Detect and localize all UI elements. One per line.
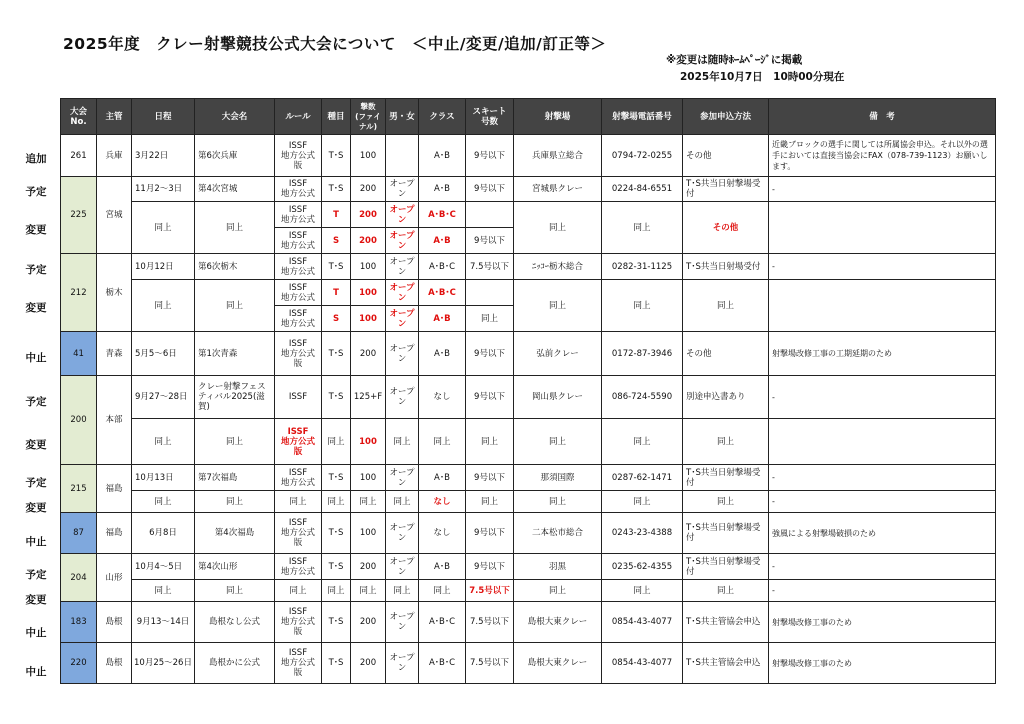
- rule: 同上: [275, 580, 322, 602]
- remarks: -: [769, 177, 996, 202]
- class: A･B: [419, 306, 466, 332]
- status-label: 中止: [25, 666, 47, 678]
- shots: 同上: [351, 491, 386, 513]
- range-phone: 0794-72-0255: [602, 135, 683, 177]
- class: A･B: [419, 135, 466, 177]
- organizer: 福島: [97, 513, 132, 554]
- range: 那須国際: [514, 465, 602, 491]
- shots: 200: [351, 554, 386, 580]
- table-row: [61, 602, 996, 643]
- rule: ISSF 地方公式 版: [275, 135, 322, 177]
- skeet-no: 同上: [466, 419, 514, 465]
- col-header: 大会No.: [61, 99, 97, 135]
- col-header: 日程: [132, 99, 195, 135]
- event: T･S: [322, 465, 351, 491]
- range-phone: 0854-43-4077: [602, 643, 683, 684]
- date: 11月2～3日: [132, 177, 195, 202]
- tournament-no: 261: [61, 135, 97, 177]
- shots: 200: [351, 332, 386, 376]
- skeet-no: [466, 280, 514, 306]
- event: T: [322, 280, 351, 306]
- shots: 200: [351, 202, 386, 228]
- rule: ISSF 地方公式 版: [275, 419, 322, 465]
- shots: 100: [351, 280, 386, 306]
- shots: 同上: [351, 580, 386, 602]
- entry-method: その他: [683, 135, 769, 177]
- range: 島根大東クレー: [514, 643, 602, 684]
- class: A･B･C: [419, 280, 466, 306]
- shots: 100: [351, 513, 386, 554]
- col-header: スキート 号数: [466, 99, 514, 135]
- gender: オープン: [386, 332, 419, 376]
- tournament-name: 島根なし公式: [195, 602, 275, 643]
- tournament-no: 225: [61, 177, 97, 254]
- table-row: [61, 554, 996, 580]
- table-row: [61, 580, 996, 602]
- skeet-no: 9号以下: [466, 513, 514, 554]
- class: A･B: [419, 554, 466, 580]
- range: 二本松市総合: [514, 513, 602, 554]
- col-header: 射撃場電話番号: [602, 99, 683, 135]
- range: ﾆｯｺｰ栃木総合: [514, 254, 602, 280]
- rule: ISSF 地方公式 版: [275, 332, 322, 376]
- tournament-no: 212: [61, 254, 97, 332]
- entry-method: T･S共当日射撃場受付: [683, 465, 769, 491]
- remarks: 射撃場改修工事のため: [769, 643, 996, 684]
- class: A･B: [419, 332, 466, 376]
- gender: オープン: [386, 465, 419, 491]
- event: S: [322, 306, 351, 332]
- shots: 200: [351, 602, 386, 643]
- status-label: 追加: [25, 153, 47, 165]
- table-row: [61, 465, 996, 491]
- shots: 100: [351, 419, 386, 465]
- gender: オープン: [386, 280, 419, 306]
- remarks: -: [769, 376, 996, 419]
- gender: 同上: [386, 580, 419, 602]
- organizer: 島根: [97, 602, 132, 643]
- tournament-name: 第4次福島: [195, 513, 275, 554]
- date: 10月25～26日: [132, 643, 195, 684]
- range-phone: 同上: [602, 419, 683, 465]
- event: T･S: [322, 513, 351, 554]
- date: 10月13日: [132, 465, 195, 491]
- gender: オープン: [386, 202, 419, 228]
- status-label: 予定: [25, 264, 47, 276]
- class: 同上: [419, 419, 466, 465]
- rule: ISSF 地方公式: [275, 202, 322, 228]
- status-label: 変更: [25, 224, 47, 236]
- tournament-no: 87: [61, 513, 97, 554]
- table-row: [61, 332, 996, 376]
- date: 同上: [132, 580, 195, 602]
- tournament-name: 第7次福島: [195, 465, 275, 491]
- remarks: 強風による射撃場破損のため: [769, 513, 996, 554]
- date: 10月12日: [132, 254, 195, 280]
- range-phone: 同上: [602, 280, 683, 332]
- organizer: 山形: [97, 554, 132, 602]
- col-header: クラス: [419, 99, 466, 135]
- gender: オープン: [386, 554, 419, 580]
- date: 9月13～14日: [132, 602, 195, 643]
- remarks: 射撃場改修工事の工期延期のため: [769, 332, 996, 376]
- range: 同上: [514, 202, 602, 254]
- as-of-timestamp: 2025年10月7日 10時00分現在: [680, 71, 845, 83]
- range-phone: 0287-62-1471: [602, 465, 683, 491]
- tournament-no: 204: [61, 554, 97, 602]
- update-note: ※変更は随時ﾎｰﾑﾍﾟｰｼﾞに掲載: [666, 54, 803, 66]
- entry-method: 同上: [683, 280, 769, 332]
- gender: [386, 135, 419, 177]
- skeet-no: 7.5号以下: [466, 580, 514, 602]
- range: 同上: [514, 419, 602, 465]
- range: 羽黒: [514, 554, 602, 580]
- status-label: 変更: [25, 302, 47, 314]
- skeet-no: 同上: [466, 491, 514, 513]
- remarks: -: [769, 465, 996, 491]
- entry-method: T･S共当日射撃場受付: [683, 513, 769, 554]
- rule: ISSF 地方公式: [275, 306, 322, 332]
- organizer: 青森: [97, 332, 132, 376]
- col-header: ルール: [275, 99, 322, 135]
- event: 同上: [322, 419, 351, 465]
- gender: 同上: [386, 491, 419, 513]
- gender: オープン: [386, 643, 419, 684]
- table-row: [61, 491, 996, 513]
- status-label: 変更: [25, 594, 47, 606]
- range: 宮城県クレー: [514, 177, 602, 202]
- range-phone: 086-724-5590: [602, 376, 683, 419]
- entry-method: T･S共主管協会申込: [683, 643, 769, 684]
- table-row: [61, 513, 996, 554]
- shots: 125+F: [351, 376, 386, 419]
- remarks: -: [769, 554, 996, 580]
- entry-method: 同上: [683, 419, 769, 465]
- event: T･S: [322, 602, 351, 643]
- event: 同上: [322, 491, 351, 513]
- event: 同上: [322, 580, 351, 602]
- organizer: 宮城: [97, 177, 132, 254]
- table-row: [61, 376, 996, 419]
- rule: ISSF 地方公式: [275, 465, 322, 491]
- event: T･S: [322, 135, 351, 177]
- table-row: [61, 280, 996, 306]
- status-label: 予定: [25, 569, 47, 581]
- range: 同上: [514, 580, 602, 602]
- rule: ISSF 地方公式 版: [275, 602, 322, 643]
- range: 島根大東クレー: [514, 602, 602, 643]
- table-row: [61, 254, 996, 280]
- range-phone: 0224-84-6551: [602, 177, 683, 202]
- col-header: 主管: [97, 99, 132, 135]
- col-header: 大会名: [195, 99, 275, 135]
- gender: オープン: [386, 306, 419, 332]
- rule: ISSF 地方公式: [275, 177, 322, 202]
- skeet-no: 7.5号以下: [466, 254, 514, 280]
- tournament-no: 215: [61, 465, 97, 513]
- tournament-no: 200: [61, 376, 97, 465]
- status-label: 中止: [25, 536, 47, 548]
- shots: 200: [351, 228, 386, 254]
- entry-method: 同上: [683, 580, 769, 602]
- event: T: [322, 202, 351, 228]
- event: T･S: [322, 554, 351, 580]
- range-phone: 0854-43-4077: [602, 602, 683, 643]
- class: A･B･C: [419, 643, 466, 684]
- skeet-no: 7.5号以下: [466, 643, 514, 684]
- status-label: 変更: [25, 502, 47, 514]
- class: A･B: [419, 465, 466, 491]
- range-phone: 同上: [602, 202, 683, 254]
- event: S: [322, 228, 351, 254]
- rule: ISSF 地方公式: [275, 254, 322, 280]
- range-phone: 0172-87-3946: [602, 332, 683, 376]
- date: 同上: [132, 280, 195, 332]
- organizer: 栃木: [97, 254, 132, 332]
- skeet-no: 7.5号以下: [466, 602, 514, 643]
- table-row: [61, 643, 996, 684]
- remarks: 射撃場改修工事のため: [769, 602, 996, 643]
- entry-method: その他: [683, 332, 769, 376]
- date: 3月22日: [132, 135, 195, 177]
- tournament-name: 第6次栃木: [195, 254, 275, 280]
- tournament-name: 同上: [195, 491, 275, 513]
- class: なし: [419, 513, 466, 554]
- col-header: 射撃場: [514, 99, 602, 135]
- range-phone: 同上: [602, 491, 683, 513]
- class: なし: [419, 376, 466, 419]
- entry-method: T･S共当日射撃場受付: [683, 554, 769, 580]
- tournament-name: 島根かに公式: [195, 643, 275, 684]
- date: 6月8日: [132, 513, 195, 554]
- event: T･S: [322, 643, 351, 684]
- range-phone: 0235-62-4355: [602, 554, 683, 580]
- table-row: [61, 202, 996, 228]
- class: なし: [419, 491, 466, 513]
- range: 同上: [514, 491, 602, 513]
- class: 同上: [419, 580, 466, 602]
- class: A･B･C: [419, 602, 466, 643]
- event: T･S: [322, 376, 351, 419]
- skeet-no: 9号以下: [466, 135, 514, 177]
- rule: ISSF 地方公式 版: [275, 643, 322, 684]
- shots: 200: [351, 643, 386, 684]
- range: 岡山県クレー: [514, 376, 602, 419]
- table-row: [61, 177, 996, 202]
- class: A･B･C: [419, 254, 466, 280]
- skeet-no: 同上: [466, 306, 514, 332]
- remarks: [769, 202, 996, 254]
- gender: オープン: [386, 376, 419, 419]
- range: 同上: [514, 280, 602, 332]
- skeet-no: [466, 202, 514, 228]
- class: A･B･C: [419, 202, 466, 228]
- gender: 同上: [386, 419, 419, 465]
- entry-method: その他: [683, 202, 769, 254]
- skeet-no: 9号以下: [466, 228, 514, 254]
- remarks: 近畿ブロックの選手に関しては所属協会申込。それ以外の選手においては直接当協会にFAX（078-739-1123）お願いします。: [769, 135, 996, 177]
- gender: オープン: [386, 602, 419, 643]
- table-row: [61, 419, 996, 465]
- range: 兵庫県立総合: [514, 135, 602, 177]
- range: 弘前クレー: [514, 332, 602, 376]
- shots: 100: [351, 254, 386, 280]
- tournament-no: 41: [61, 332, 97, 376]
- organizer: 福島: [97, 465, 132, 513]
- tournament-table: [60, 98, 996, 684]
- status-label: 予定: [25, 396, 47, 408]
- status-label: 予定: [25, 186, 47, 198]
- tournament-no: 183: [61, 602, 97, 643]
- date: 同上: [132, 491, 195, 513]
- event: T･S: [322, 177, 351, 202]
- gender: オープン: [386, 513, 419, 554]
- gender: オープン: [386, 228, 419, 254]
- skeet-no: 9号以下: [466, 554, 514, 580]
- class: A･B: [419, 228, 466, 254]
- entry-method: 同上: [683, 491, 769, 513]
- rule: 同上: [275, 491, 322, 513]
- event: T･S: [322, 254, 351, 280]
- organizer: 島根: [97, 643, 132, 684]
- organizer: 本部: [97, 376, 132, 465]
- shots: 100: [351, 465, 386, 491]
- tournament-name: 第4次山形: [195, 554, 275, 580]
- event: T･S: [322, 332, 351, 376]
- shots: 100: [351, 306, 386, 332]
- col-header: 備 考: [769, 99, 996, 135]
- tournament-name: 第1次青森: [195, 332, 275, 376]
- remarks: -: [769, 254, 996, 280]
- col-header: 参加申込方法: [683, 99, 769, 135]
- skeet-no: 9号以下: [466, 177, 514, 202]
- col-header: 男・女: [386, 99, 419, 135]
- remarks: -: [769, 491, 996, 513]
- status-label: 中止: [25, 627, 47, 639]
- table-row: [61, 135, 996, 177]
- tournament-name: 同上: [195, 280, 275, 332]
- skeet-no: 9号以下: [466, 465, 514, 491]
- gender: オープン: [386, 254, 419, 280]
- rule: ISSF 地方公式 版: [275, 513, 322, 554]
- rule: ISSF 地方公式: [275, 280, 322, 306]
- shots: 200: [351, 177, 386, 202]
- table-header: [61, 99, 996, 135]
- date: 5月5～6日: [132, 332, 195, 376]
- gender: オープン: [386, 177, 419, 202]
- page-title: 2025年度 クレー射撃競技公式大会について ＜中止/変更/追加/訂正等＞: [63, 35, 607, 53]
- rule: ISSF 地方公式: [275, 554, 322, 580]
- status-label: 中止: [25, 352, 47, 364]
- rule: ISSF: [275, 376, 322, 419]
- class: A･B: [419, 177, 466, 202]
- skeet-no: 9号以下: [466, 376, 514, 419]
- date: 同上: [132, 202, 195, 254]
- range-phone: 0282-31-1125: [602, 254, 683, 280]
- remarks: [769, 280, 996, 332]
- tournament-name: 同上: [195, 419, 275, 465]
- tournament-no: 220: [61, 643, 97, 684]
- col-header: 種目: [322, 99, 351, 135]
- status-label: 予定: [25, 477, 47, 489]
- tournament-name: 同上: [195, 580, 275, 602]
- skeet-no: 9号以下: [466, 332, 514, 376]
- tournament-name: 第4次宮城: [195, 177, 275, 202]
- date: 9月27～28日: [132, 376, 195, 419]
- remarks: -: [769, 580, 996, 602]
- rule: ISSF 地方公式: [275, 228, 322, 254]
- status-label: 変更: [25, 439, 47, 451]
- date: 同上: [132, 419, 195, 465]
- entry-method: 別途申込書あり: [683, 376, 769, 419]
- organizer: 兵庫: [97, 135, 132, 177]
- entry-method: T･S共当日射場受付: [683, 254, 769, 280]
- entry-method: T･S共主管協会申込: [683, 602, 769, 643]
- tournament-name: 同上: [195, 202, 275, 254]
- remarks: [769, 419, 996, 465]
- shots: 100: [351, 135, 386, 177]
- range-phone: 0243-23-4388: [602, 513, 683, 554]
- date: 10月4～5日: [132, 554, 195, 580]
- tournament-name: 第6次兵庫: [195, 135, 275, 177]
- col-header: 撃数 (ファイナル): [351, 99, 386, 135]
- entry-method: T･S共当日射撃場受付: [683, 177, 769, 202]
- range-phone: 同上: [602, 580, 683, 602]
- tournament-name: クレー射撃フェスティバル2025(滋賀): [195, 376, 275, 419]
